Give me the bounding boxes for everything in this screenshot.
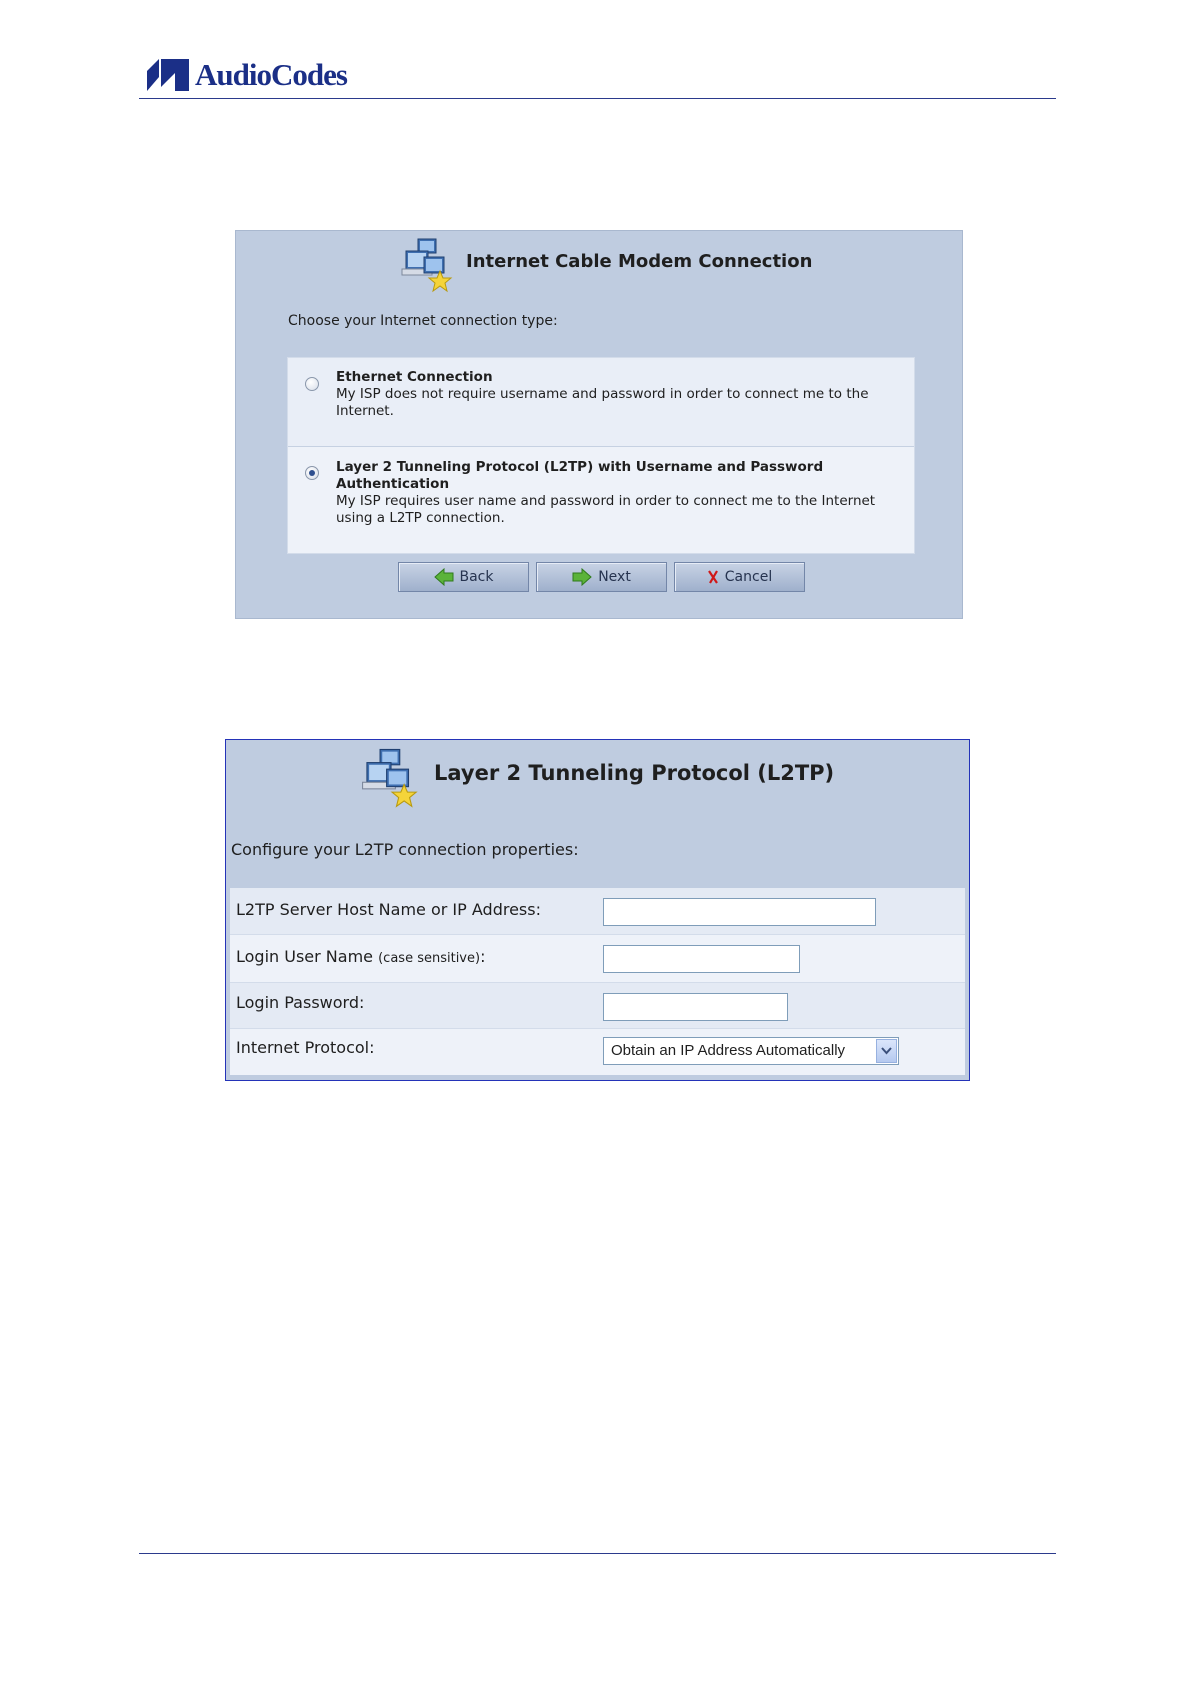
cancel-button[interactable] (674, 562, 805, 592)
option-ethernet-text (336, 369, 896, 420)
l2tp-panel (225, 739, 970, 1081)
l2tp-properties-table (230, 888, 965, 1075)
brand-logo (145, 56, 347, 94)
username-label: Login User Name (236, 947, 374, 966)
option-title: Layer 2 Tunneling Protocol (L2TP) with Username and Password Authentication (336, 459, 824, 492)
connection-options (287, 357, 915, 554)
footer-divider (139, 1553, 1056, 1554)
network-computers-star-icon (396, 235, 460, 297)
green-arrow-right-icon (572, 568, 592, 586)
panel-title: Layer 2 Tunneling Protocol (L2TP) (434, 761, 835, 785)
table-row (230, 1029, 965, 1075)
table-row (230, 888, 965, 935)
l2tp-prompt: Configure your L2TP connection properties: (231, 840, 579, 859)
radio-ethernet[interactable] (305, 377, 319, 391)
panel-title: Internet Cable Modem Connection (466, 250, 813, 272)
next-button[interactable] (536, 562, 667, 592)
next-button-label: Next (598, 569, 631, 585)
protocol-selected-value: Obtain an IP Address Automatically (611, 1042, 846, 1059)
radio-l2tp[interactable] (305, 466, 319, 480)
green-arrow-left-icon (434, 568, 454, 586)
table-row (230, 983, 965, 1029)
username-label-colon: : (480, 947, 486, 966)
password-label: Login Password: (236, 993, 365, 1012)
option-title: Ethernet Connection (336, 369, 493, 385)
wizard-buttons (398, 562, 805, 592)
header-divider (139, 98, 1056, 99)
back-button-label: Back (459, 569, 494, 585)
chevron-down-icon (881, 1047, 892, 1055)
red-x-icon (707, 570, 719, 584)
table-row (230, 935, 965, 983)
server-host-input[interactable] (603, 898, 876, 926)
option-l2tp[interactable] (288, 447, 914, 553)
login-username-input[interactable] (603, 945, 800, 973)
panel-header (356, 744, 834, 814)
connection-type-panel (235, 230, 963, 619)
server-label: L2TP Server Host Name or IP Address: (236, 900, 541, 919)
option-l2tp-text (336, 459, 896, 527)
panel-header (396, 235, 812, 297)
audiocodes-logo-icon (145, 57, 191, 93)
option-ethernet[interactable] (288, 358, 914, 447)
internet-protocol-select[interactable] (603, 1037, 899, 1065)
option-description: My ISP requires user name and password in order to connect me to the Internet using a L2TP connection. (336, 493, 876, 526)
option-description: My ISP does not require username and password in order to connect me to the Internet. (336, 386, 869, 419)
cancel-button-label: Cancel (724, 569, 773, 585)
dropdown-button[interactable] (876, 1039, 897, 1063)
back-button[interactable] (398, 562, 529, 592)
protocol-label: Internet Protocol: (236, 1038, 375, 1057)
network-computers-star-icon (356, 744, 426, 814)
case-sensitive-note: (case sensitive) (378, 951, 481, 966)
brand-name: AudioCodes (195, 57, 347, 92)
connection-type-prompt: Choose your Internet connection type: (288, 313, 558, 329)
username-label-group (236, 947, 485, 966)
login-password-input[interactable] (603, 993, 788, 1021)
